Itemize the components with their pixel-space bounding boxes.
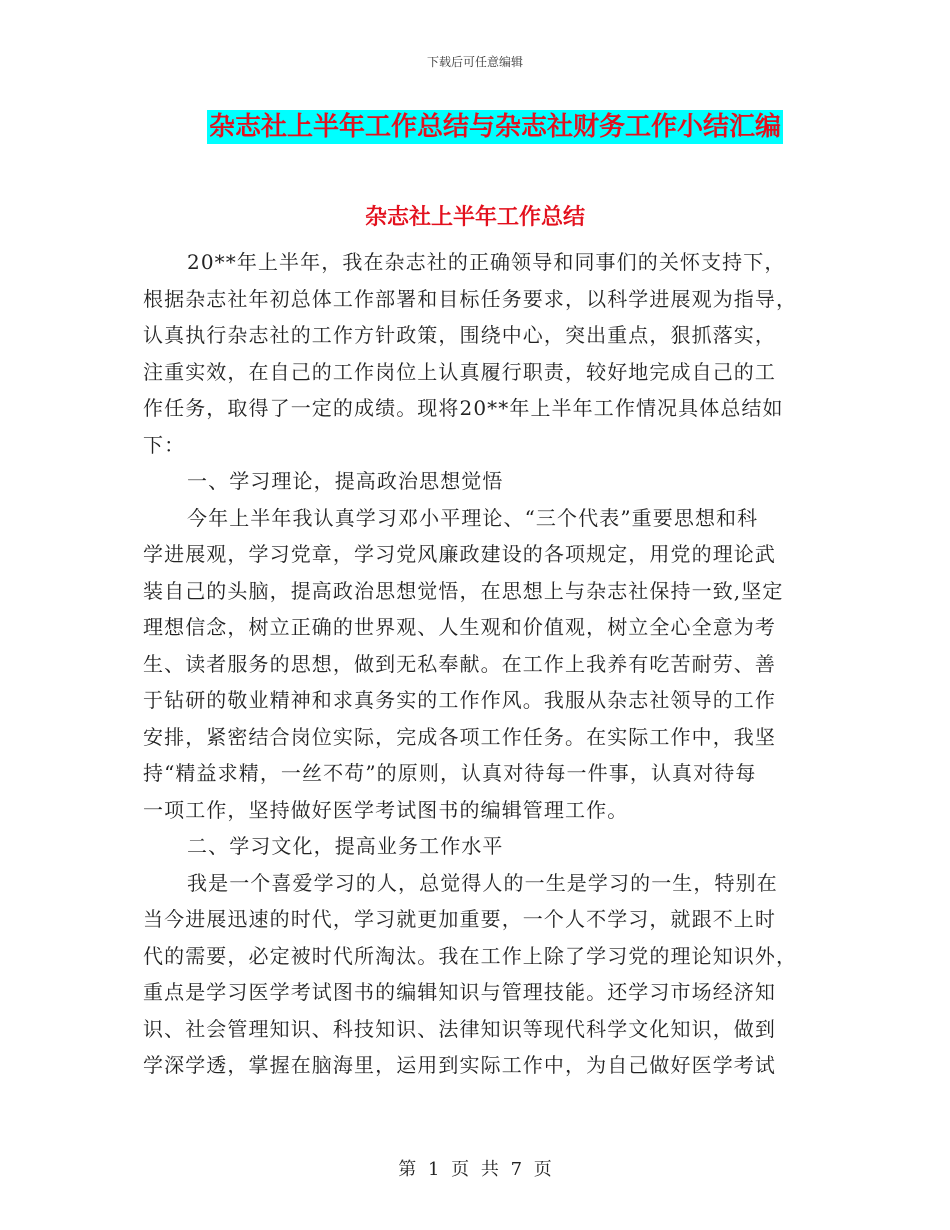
paragraph-line: 于钻研的敬业精神和求真务实的工作作风。我服从杂志社领导的工作 [143, 688, 776, 712]
paragraph-line: 下： [143, 432, 186, 457]
paragraph-line: 当今进展迅速的时代，学习就更加重要，一个人不学习，就跟不上时 [143, 907, 776, 931]
section-title: 杂志社上半年工作总结 [364, 205, 585, 230]
heading-line: 一、学习理论，提高政治思想觉悟 [187, 469, 504, 493]
paragraph-line: 理想信念，树立正确的世界观、人生观和价值观，树立全心全意为考 [143, 615, 776, 639]
paragraph-line: 代的需要，必定被时代所淘汰。我在工作上除了学习党的理论知识外， [143, 943, 798, 968]
paragraph-line: 学深学透，掌握在脑海里，运用到实际工作中，为自己做好医学考试 [143, 1053, 776, 1077]
body-text [143, 244, 823, 1084]
paragraph-line: 识、社会管理知识、科技知识、法律知识等现代科学文化知识，做到 [143, 1016, 776, 1041]
paragraph-line: 根据杂志社年初总体工作部署和目标任务要求，以科学进展观为指导， [143, 286, 798, 311]
paragraph-line: 一项工作，坚持做好医学考试图书的编辑管理工作。 [143, 797, 629, 822]
page-number-footer: 第 1 页 共 7 页 [398, 1159, 552, 1180]
document-title: 杂志社上半年工作总结与杂志社财务工作小结汇编 [209, 112, 782, 142]
paragraph-line: 今年上半年我认真学习邓小平理论、“三个代表”重要思想和科 [187, 505, 759, 530]
paragraph-line: 生、读者服务的思想，做到无私奉献。在工作上我养有吃苦耐劳、善 [143, 651, 776, 676]
paragraph-line: 装自己的头脑，提高政治思想觉悟，在思想上与杂志社保持一致,坚定 [143, 578, 784, 603]
paragraph-line: 重点是学习医学考试图书的编辑知识与管理技能。还学习市场经济知 [143, 980, 776, 1004]
paragraph-line: 持“精益求精，一丝不苟”的原则，认真对待每一件事，认真对待每 [143, 761, 757, 785]
paragraph-line: 安排，紧密结合岗位实际，完成各项工作任务。在实际工作中，我坚 [143, 724, 776, 749]
paragraph-line: 学进展观，学习党章，学习党风廉政建设的各项规定，用党的理论武 [143, 542, 776, 566]
heading-line: 二、学习文化，提高业务工作水平 [187, 834, 504, 858]
paragraph-line: 认真执行杂志社的工作方针政策，围绕中心，突出重点，狠抓落实， [143, 323, 776, 347]
header-note: 下载后可任意编辑 [426, 55, 523, 69]
paragraph-line: 我是一个喜爱学习的人，总觉得人的一生是学习的一生，特别在 [187, 870, 778, 895]
paragraph-line: 20**年上半年，我在杂志社的正确领导和同事们的关怀支持下， [187, 250, 786, 274]
paragraph-line: 注重实效，在自己的工作岗位上认真履行职责，较好地完成自己的工 [143, 359, 776, 384]
paragraph-line: 作任务，取得了一定的成绩。现将20**年上半年工作情况具体总结如 [143, 396, 784, 420]
